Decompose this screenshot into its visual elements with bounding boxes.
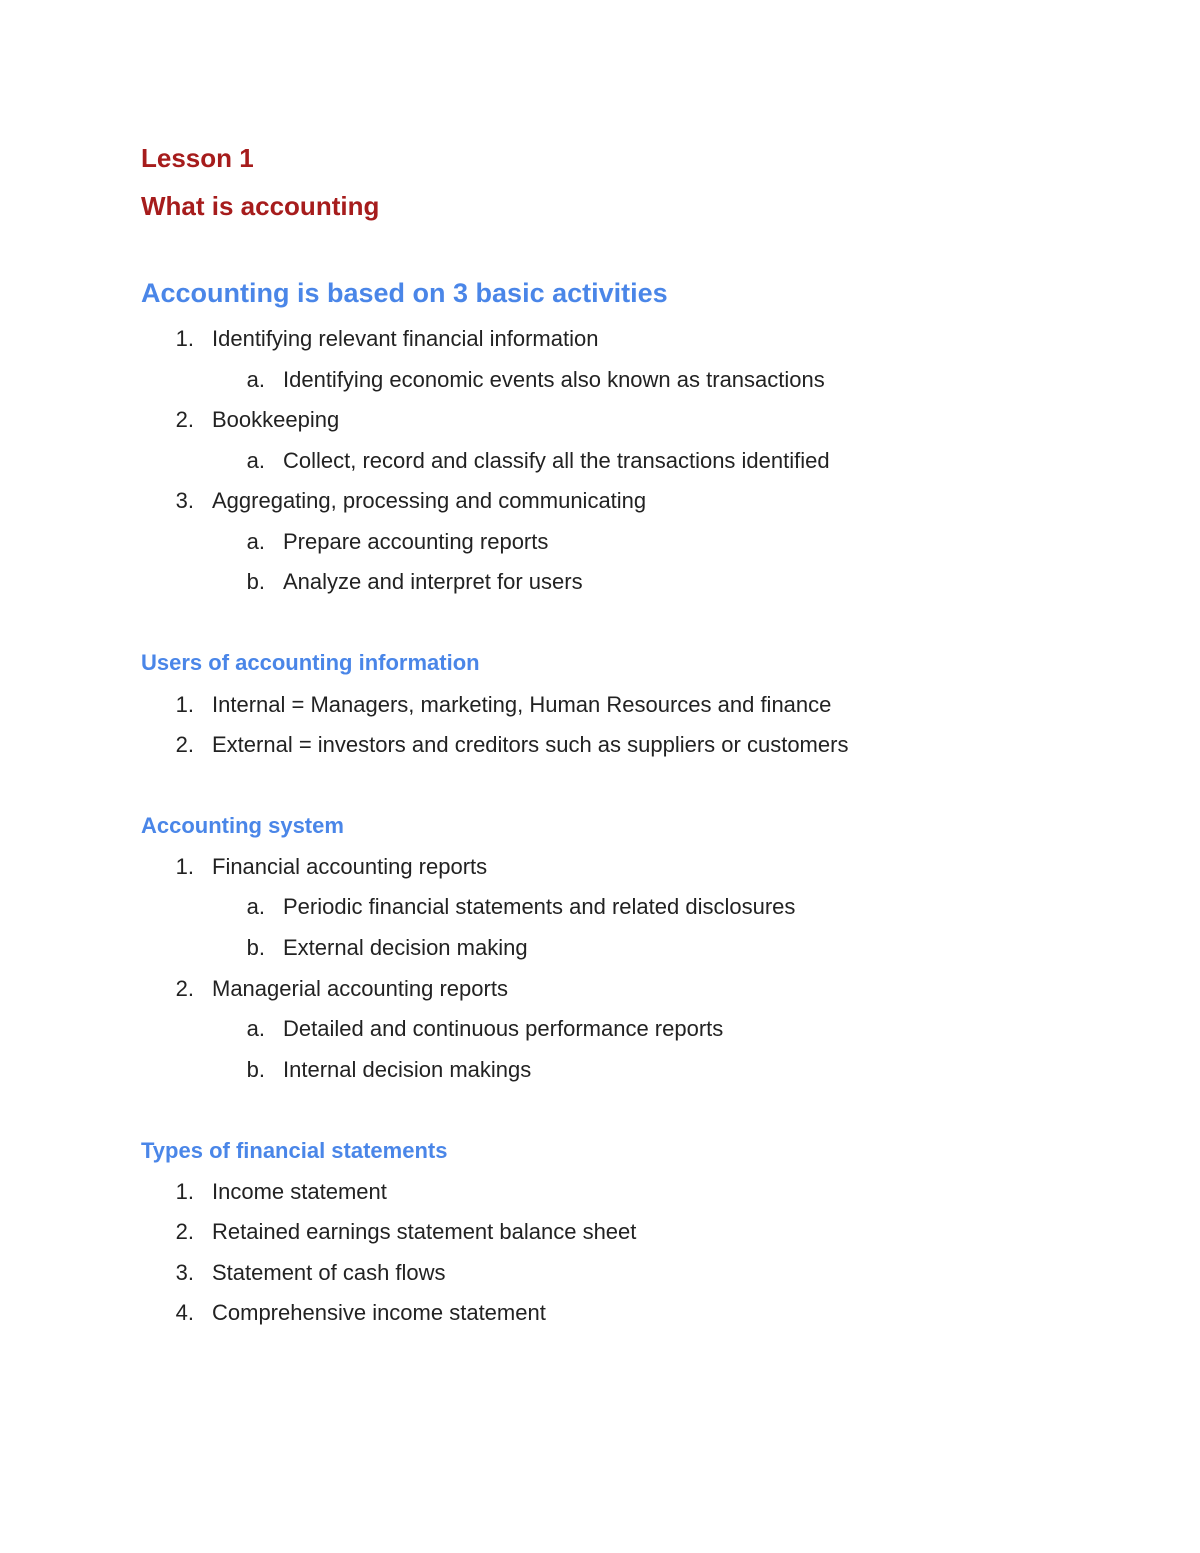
list-item xyxy=(175,1179,387,1204)
sub-list-item xyxy=(246,1016,724,1041)
list-item-text: External decision making xyxy=(283,935,528,960)
list-item xyxy=(175,488,647,513)
lesson-title: Lesson 1 xyxy=(141,143,254,173)
sub-list-item xyxy=(246,448,830,473)
list-marker: 2. xyxy=(175,732,194,757)
list-item-text: Identifying relevant financial information xyxy=(212,326,599,351)
list-item-text: Collect, record and classify all the transactions identified xyxy=(283,448,830,473)
list-marker: b. xyxy=(246,1057,265,1082)
list-marker: a. xyxy=(246,448,265,473)
list-marker: 2. xyxy=(175,976,194,1001)
list-item-text: Bookkeeping xyxy=(212,407,340,432)
list-marker: 4. xyxy=(175,1300,194,1325)
list-item-text: Analyze and interpret for users xyxy=(283,569,583,594)
list-marker: b. xyxy=(246,569,265,594)
list-item-text: External = investors and creditors such as suppliers or customers xyxy=(212,732,849,757)
list-marker: b. xyxy=(246,935,265,960)
list-marker: a. xyxy=(246,529,265,554)
list-item xyxy=(175,692,832,717)
list-item xyxy=(175,1219,637,1244)
sub-list-item xyxy=(246,894,796,919)
list-marker: a. xyxy=(246,1016,265,1041)
sub-list-item xyxy=(246,1057,532,1082)
list-item xyxy=(175,1260,446,1285)
list-marker: 1. xyxy=(175,854,194,879)
list-item-text: Financial accounting reports xyxy=(212,854,488,879)
list-item xyxy=(175,854,488,879)
list-item-text: Statement of cash flows xyxy=(212,1260,446,1285)
section-heading: Accounting is based on 3 basic activities xyxy=(141,278,668,308)
section-heading: Types of financial statements xyxy=(141,1138,448,1163)
list-item-text: Detailed and continuous performance reports xyxy=(283,1016,724,1041)
sub-list-item xyxy=(246,367,825,392)
list-item-text: Internal decision makings xyxy=(283,1057,532,1082)
lesson-subtitle: What is accounting xyxy=(141,191,380,221)
list-item xyxy=(175,976,508,1001)
list-marker: 2. xyxy=(175,1219,194,1244)
list-item-text: Managerial accounting reports xyxy=(212,976,508,1001)
list-item-text: Retained earnings statement balance sheet xyxy=(212,1219,637,1244)
list-marker: a. xyxy=(246,894,265,919)
sub-list-item xyxy=(246,569,583,594)
list-marker: 3. xyxy=(175,488,194,513)
list-marker: 1. xyxy=(175,1179,194,1204)
list-item xyxy=(175,1300,546,1325)
list-item xyxy=(175,407,340,432)
list-item-text: Prepare accounting reports xyxy=(283,529,549,554)
list-item-text: Internal = Managers, marketing, Human Resources and finance xyxy=(212,692,832,717)
list-item-text: Income statement xyxy=(212,1179,387,1204)
sub-list-item xyxy=(246,935,528,960)
list-marker: a. xyxy=(246,367,265,392)
list-item-text: Comprehensive income statement xyxy=(212,1300,546,1325)
list-marker: 1. xyxy=(175,326,194,351)
section-heading: Users of accounting information xyxy=(141,650,480,675)
list-item xyxy=(175,732,849,757)
list-item-text: Identifying economic events also known as transactions xyxy=(283,367,825,392)
sub-list-item xyxy=(246,529,549,554)
list-item xyxy=(175,326,599,351)
list-item-text: Periodic financial statements and related disclosures xyxy=(283,894,796,919)
list-marker: 3. xyxy=(175,1260,194,1285)
list-marker: 2. xyxy=(175,407,194,432)
section-heading: Accounting system xyxy=(141,813,344,838)
list-item-text: Aggregating, processing and communicating xyxy=(212,488,647,513)
list-marker: 1. xyxy=(175,692,194,717)
